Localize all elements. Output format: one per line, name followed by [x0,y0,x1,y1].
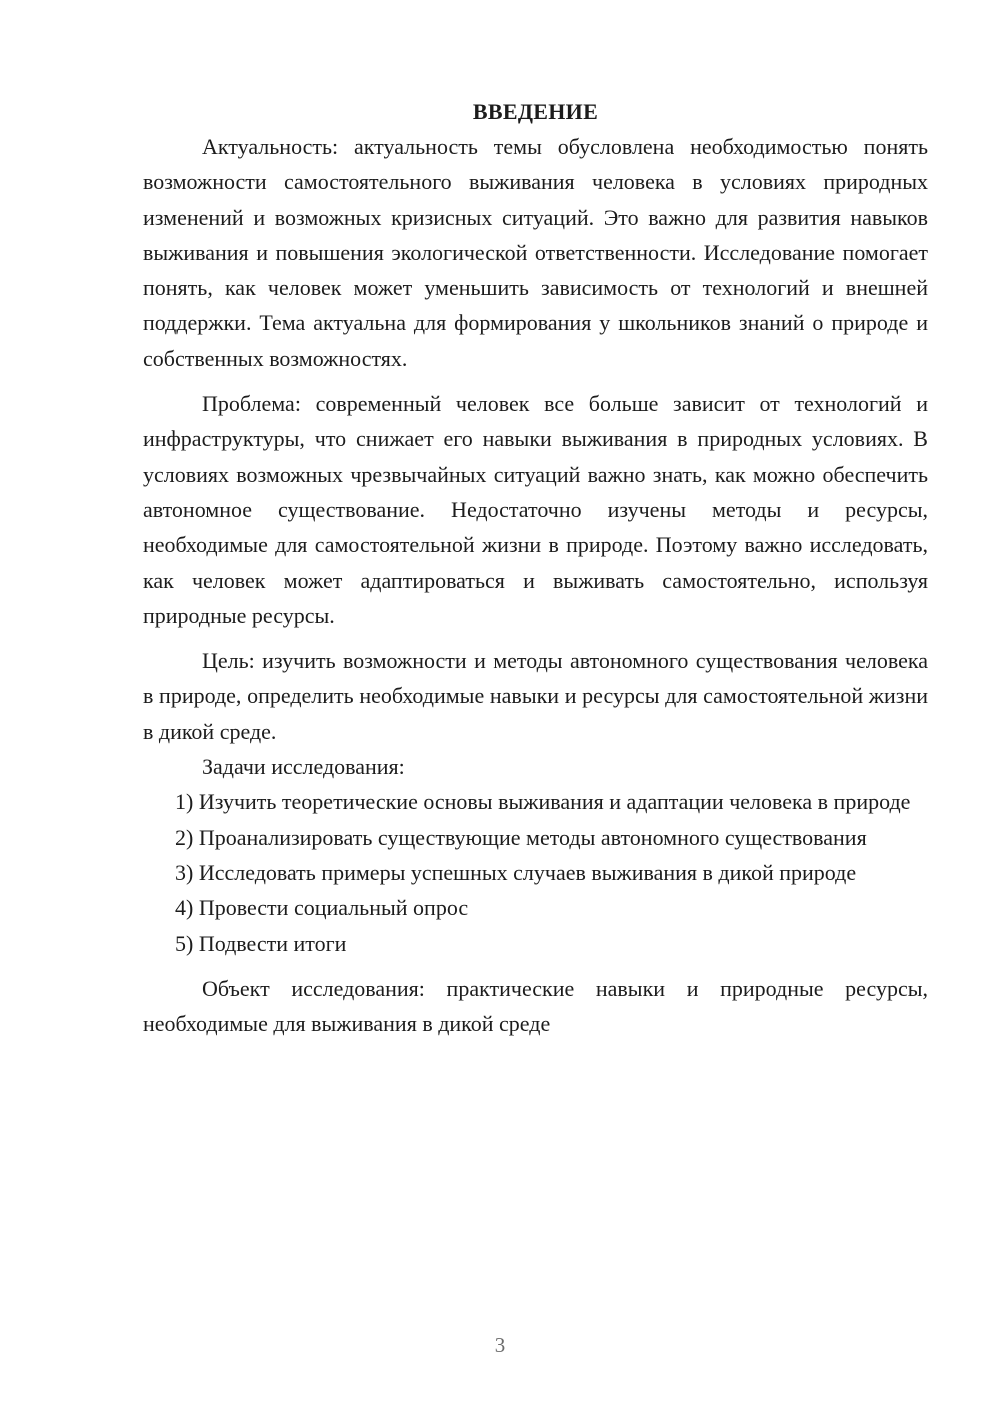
page-content [143,94,928,1041]
goal-paragraph: Цель: изучить возможности и методы автономного существования человека в природе, определить необходимые навыки и ресурсы для самостоятельной жизни в дикой среде. [143,648,928,744]
task-item-2: 2) Проанализировать существующие методы автономного существования [175,824,867,850]
object-paragraph: Объект исследования: практические навыки и природные ресурсы, необходимые для выживания в дикой среде [143,975,928,1037]
relevance-paragraph: Актуальность: актуальность темы обусловлена необходимостью понять возможности самостоятельного выживания человека в условиях природных изменений и возможных кризисных ситуаций. Это важно для развития навыков выживания и повышения экологической ответственности. Исследование помогает понять, как человек может уменьшить зависимость от технологий и внешней поддержки. Тема актуальна для формирования у школьников знаний о природе и собственных возможностях. [143,134,928,371]
task-item-1: 1) Изучить теоретические основы выживания и адаптации человека в природе [175,789,911,815]
task-item-3: 3) Исследовать примеры успешных случаев выживания в дикой природе [175,859,857,885]
task-item-5: 5) Подвести итоги [175,930,347,956]
tasks-heading: Задачи исследования: [202,754,405,780]
problem-paragraph: Проблема: современный человек все больше зависит от технологий и инфраструктуры, что снижает его навыки выживания в природных условиях. В условиях возможных чрезвычайных ситуаций важно знать, как можно обеспечить автономное существование. Недостаточно изучены методы и ресурсы, необходимые для самостоятельной жизни в природе. Поэтому важно исследовать, как человек может адаптироваться и выживать самостоятельно, используя природные ресурсы. [143,391,928,628]
section-title: ВВЕДЕНИЕ [472,99,599,124]
page-number: 3 [494,1333,506,1357]
task-item-4: 4) Провести социальный опрос [175,895,469,921]
